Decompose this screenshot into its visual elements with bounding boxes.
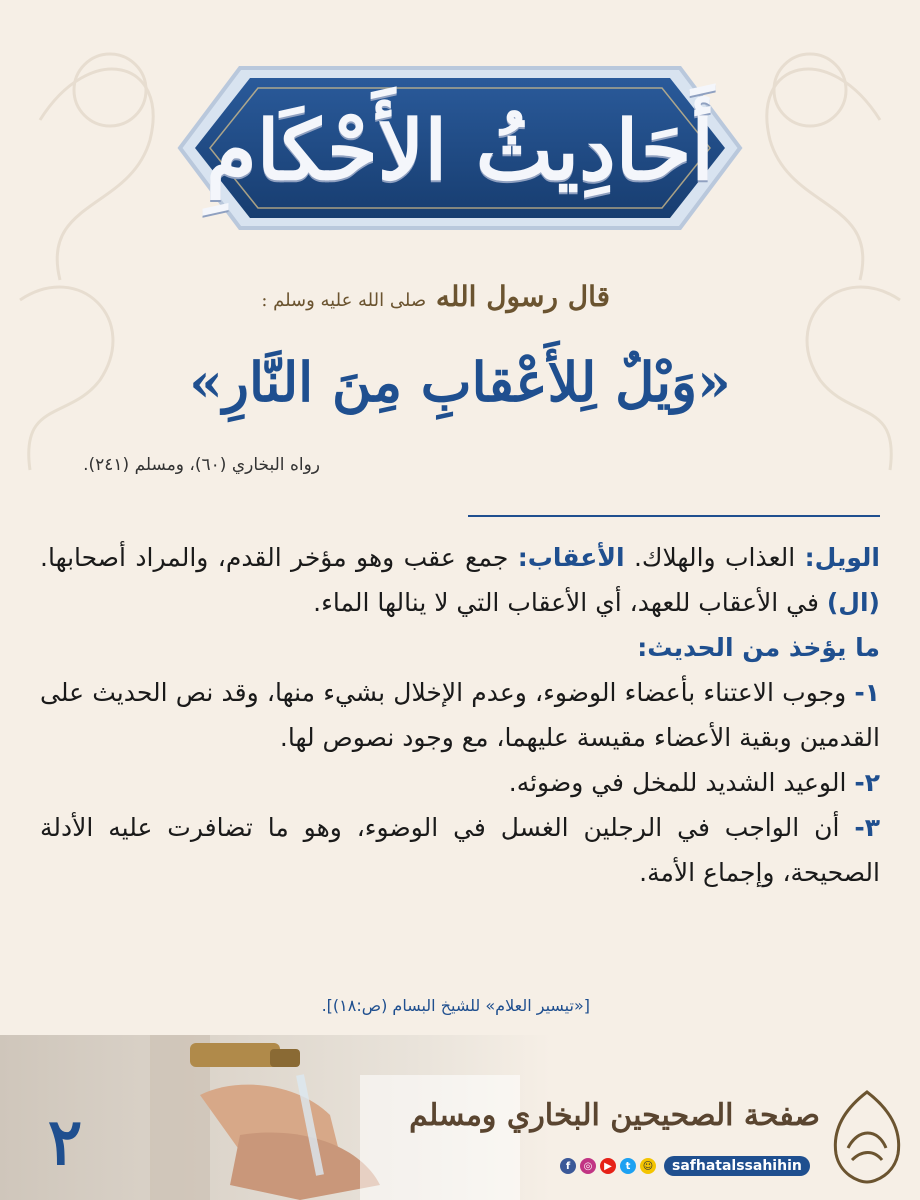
page-number: ٢	[47, 1105, 83, 1180]
lesson-text: أن الواجب في الرجلين الغسل في الوضوء، وهو ما تضافرت عليه الأدلة الصحيحة، وإجماع الأمة.	[40, 813, 880, 887]
snapchat-icon[interactable]: ☺	[640, 1158, 656, 1174]
lesson-item	[40, 670, 880, 760]
citation: [«تيسير العلام» للشيخ البسام (ص:١٨)].	[321, 996, 590, 1015]
hadith-source: رواه البخاري (٦٠)، ومسلم (٢٤١).	[83, 455, 320, 475]
hadith-text: «وَيْلٌ لِلأَعْقابِ مِنَ النَّارِ»	[189, 350, 731, 414]
social-handle[interactable]: safhatalssahihin	[664, 1156, 810, 1176]
lesson-number: ٣-	[854, 813, 880, 842]
banner-title: أَحَادِيثُ الأَحْكَامِ	[205, 103, 715, 199]
term-al: (ال)	[826, 588, 880, 617]
instagram-icon[interactable]: ◎	[580, 1158, 596, 1174]
lesson-item	[40, 805, 880, 895]
lesson-text: وجوب الاعتناء بأعضاء الوضوء، وعدم الإخلال بشيء منها، وقد نص الحديث على القدمين وبقية الأعضاء مقيسة عليهما، مع وجود نصوص لها.	[40, 678, 880, 752]
lesson-text: الوعيد الشديد للمخل في وضوئه.	[508, 768, 855, 797]
brand-name: صفحة الصحيحين البخاري ومسلم	[409, 1098, 820, 1133]
facebook-icon[interactable]: f	[560, 1158, 576, 1174]
twitter-icon[interactable]: t	[620, 1158, 636, 1174]
lesson-item	[40, 760, 880, 805]
social-links	[560, 1156, 810, 1176]
body-content	[40, 535, 880, 895]
explanation-paragraph	[40, 535, 880, 625]
title-banner	[150, 48, 770, 248]
lesson-number: ١-	[854, 678, 880, 707]
sahihin-seal-logo	[828, 1088, 906, 1186]
intro-said: قال رسول الله	[435, 280, 610, 313]
divider	[468, 515, 880, 517]
intro-text	[261, 280, 610, 313]
lesson-number: ٢-	[854, 768, 880, 797]
def-wayl: العذاب والهلاك.	[624, 543, 805, 572]
term-aaqab: الأعقاب:	[517, 543, 625, 572]
youtube-icon[interactable]: ▶	[600, 1158, 616, 1174]
term-wayl: الويل:	[804, 543, 880, 572]
def-aaqab: جمع عقب وهو مؤخر القدم، والمراد أصحابها.	[40, 543, 518, 572]
lessons-heading: ما يؤخذ من الحديث:	[637, 633, 880, 662]
def-al: في الأعقاب للعهد، أي الأعقاب التي لا ينالها الماء.	[313, 588, 827, 617]
salla-text: صلى الله عليه وسلم :	[261, 290, 427, 311]
